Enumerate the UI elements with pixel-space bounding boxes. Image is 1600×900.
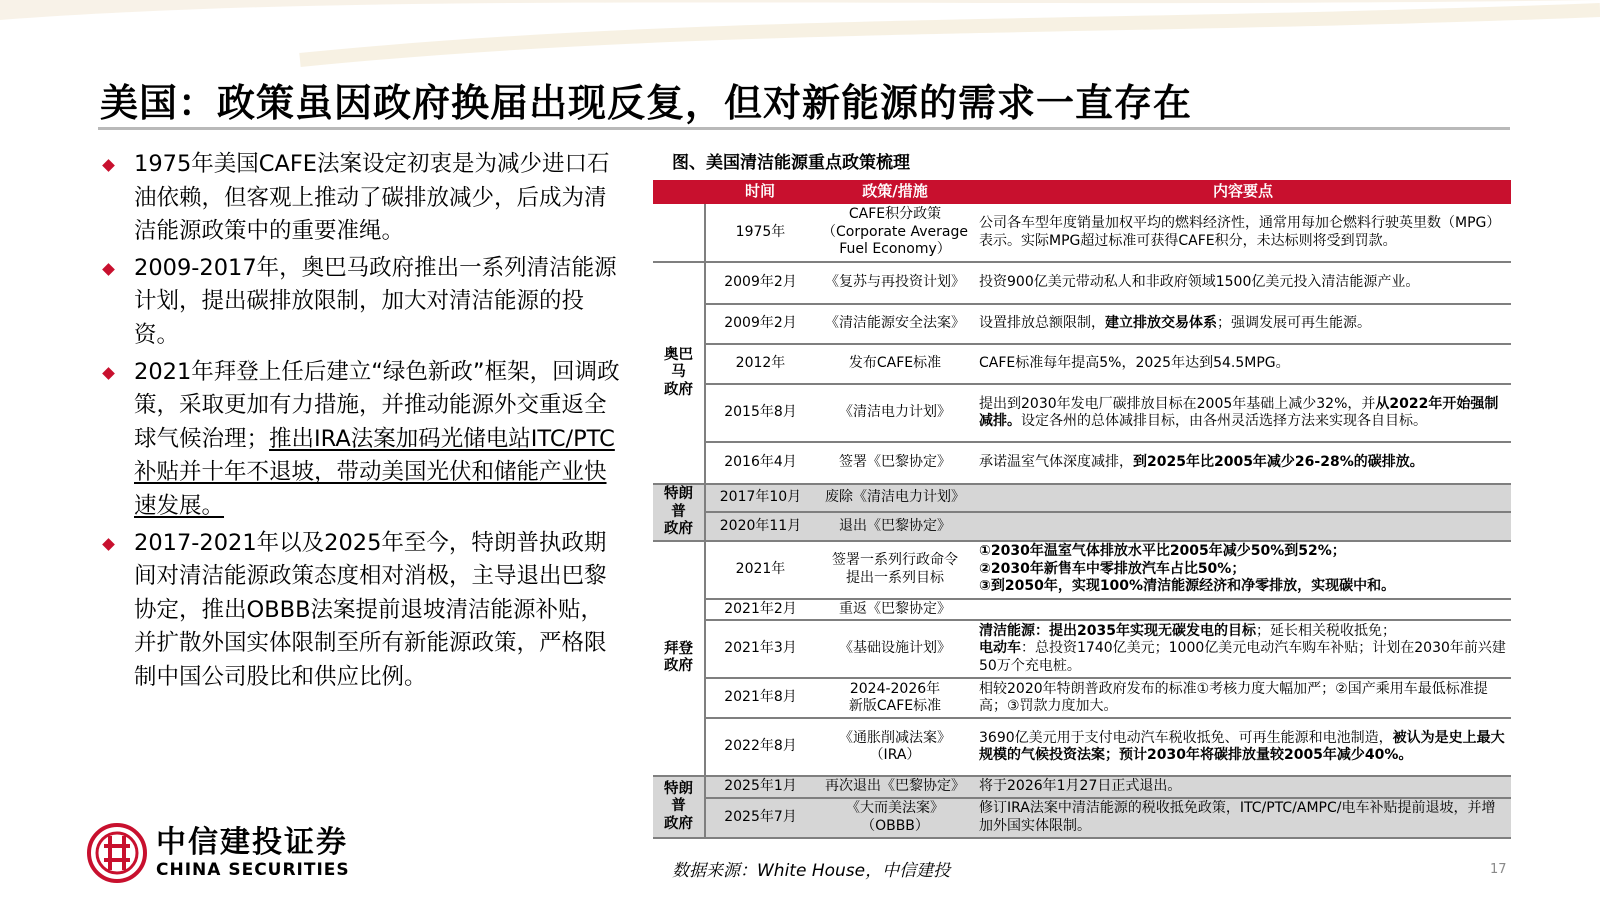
table-row: [653, 262, 1511, 304]
table-row: [653, 344, 1511, 384]
figure-title: 图、美国清洁能源重点政策梳理: [672, 153, 910, 173]
content-cell: 提出到2030年发电厂碳排放目标在2005年基础上减少32%，并从2022年开始强制减排。设定各州的总体减排目标，由各州灵活选择方法来实现各自目标。: [975, 384, 1511, 442]
bullet-item: [100, 527, 625, 695]
content-cell: 3690亿美元用于支付电动汽车税收抵免、可再生能源和电池制造，被认为是史上最大规模的气候投资法案；预计2030年将碳排放量较2005年减少40%。: [975, 718, 1511, 776]
bullet-text: 2009-2017年，奥巴马政府推出一系列清洁能源计划，提出碳排放限制，加大对清洁能源的投资。: [134, 254, 617, 348]
policy-cell: 《清洁电力计划》: [815, 384, 975, 442]
content-cell: 将于2026年1月27日正式退出。: [975, 776, 1511, 798]
logo-en-text: CHINA SECURITIES: [156, 860, 350, 880]
policy-cell: 《清洁能源安全法案》: [815, 304, 975, 344]
content-cell: 投资900亿美元带动私人和非政府领域1500亿美元投入清洁能源产业。: [975, 262, 1511, 304]
table-row: [653, 718, 1511, 776]
time-cell: 2025年1月: [705, 776, 815, 798]
group-cell-biden: 拜登 政府: [653, 541, 705, 777]
content-cell: CAFE标准每年提高5%，2025年达到54.5MPG。: [975, 344, 1511, 384]
title-divider: [98, 127, 1510, 130]
table-row: [653, 512, 1511, 540]
diamond-bullet-icon: [102, 159, 115, 172]
policy-table: [653, 180, 1511, 839]
time-cell: 2022年8月: [705, 718, 815, 776]
content-cell: [975, 484, 1511, 512]
policy-cell: 再次退出《巴黎协定》: [815, 776, 975, 798]
content-cell: 修订IRA法案中清洁能源的税收抵免政策，ITC/PTC/AMPC/电车补贴提前退坡，并增加外国实体限制。: [975, 798, 1511, 838]
diamond-bullet-icon: [102, 367, 115, 380]
policy-cell: 签署一系列行政命令 提出一系列目标: [815, 541, 975, 599]
bullet-item: [100, 356, 625, 524]
time-cell: 2009年2月: [705, 262, 815, 304]
policy-cell: 《通胀削减法案》 （IRA）: [815, 718, 975, 776]
policy-cell: CAFE积分政策 （Corporate Average Fuel Economy）: [815, 204, 975, 262]
page-number: 17: [1490, 862, 1507, 877]
time-cell: 2021年8月: [705, 678, 815, 718]
bullet-text-underlined: 推出IRA法案加码光储电站ITC/PTC补贴并十年不退坡，带动美国光伏和储能产业快速发展。: [134, 425, 615, 519]
time-cell: 2015年8月: [705, 384, 815, 442]
table-row: [653, 541, 1511, 599]
logo-cn-text: 中信建投证券: [156, 825, 348, 860]
table-row: [653, 620, 1511, 678]
header-time: 时间: [705, 180, 815, 204]
content-cell: 承诺温室气体深度减排，到2025年比2005年减少26-28%的碳排放。: [975, 442, 1511, 484]
header-group: [653, 180, 705, 204]
table-row: [653, 798, 1511, 838]
china-securities-logo-icon: [86, 822, 148, 884]
diamond-bullet-icon: [102, 538, 115, 551]
content-cell: [975, 599, 1511, 621]
policy-cell: 退出《巴黎协定》: [815, 512, 975, 540]
time-cell: 2021年3月: [705, 620, 815, 678]
table-row: [653, 384, 1511, 442]
table-row: [653, 678, 1511, 718]
content-cell: 相较2020年特朗普政府发布的标准①考核力度大幅加严；②国产乘用车最低标准提高；③罚款力度加大。: [975, 678, 1511, 718]
table-header-row: [653, 180, 1511, 204]
table-row: [653, 304, 1511, 344]
group-cell-trump-1: 特朗普 政府: [653, 484, 705, 541]
data-source: 数据来源：White House，中信建投: [672, 861, 951, 881]
time-cell: 2020年11月: [705, 512, 815, 540]
company-logo: [86, 822, 350, 884]
time-cell: 1975年: [705, 204, 815, 262]
time-cell: 2021年: [705, 541, 815, 599]
time-cell: 2009年2月: [705, 304, 815, 344]
time-cell: 2025年7月: [705, 798, 815, 838]
content-cell: [975, 512, 1511, 540]
content-cell: 清洁能源：提出2035年实现无碳发电的目标；延长相关税收抵免； 电动车：总投资1740亿美元；1000亿美元电动汽车购车补贴；计划在2030年前兴建50万个充电桩。: [975, 620, 1511, 678]
time-cell: 2016年4月: [705, 442, 815, 484]
time-cell: 2017年10月: [705, 484, 815, 512]
content-cell: ①2030年温室气体排放水平比2005年减少50%到52%； ②2030年新售车中零排放汽车占比50%； ③到2050年，实现100%清洁能源经济和净零排放，实现碳中和。: [975, 541, 1511, 599]
table-row: [653, 599, 1511, 621]
bullet-text: 2017-2021年以及2025年至今，特朗普执政期间对清洁能源政策态度相对消极，主导退出巴黎协定，推出OBBB法案提前退坡清洁能源补贴，并扩散外国实体限制至所有新能源政策，严格限制中国公司股比和供应比例。: [134, 529, 607, 690]
bullet-text: 1975年美国CAFE法案设定初衷是为减少进口石油依赖，但客观上推动了碳排放减少，后成为清洁能源政策中的重要准绳。: [134, 151, 610, 245]
content-cell: 公司各车型年度销量加权平均的燃料经济性，通常用每加仑燃料行驶英里数（MPG）表示。实际MPG超过标准可获得CAFE积分，未达标则将受到罚款。: [975, 204, 1511, 262]
table-row: [653, 776, 1511, 798]
group-cell-trump-2: 特朗普 政府: [653, 776, 705, 838]
policy-cell: 《大而美法案》 （OBBB）: [815, 798, 975, 838]
bullet-item: [100, 252, 625, 353]
content-cell: 设置排放总额限制，建立排放交易体系；强调发展可再生能源。: [975, 304, 1511, 344]
policy-cell: 废除《清洁电力计划》: [815, 484, 975, 512]
time-cell: 2021年2月: [705, 599, 815, 621]
time-cell: 2012年: [705, 344, 815, 384]
table-row: [653, 204, 1511, 262]
policy-cell: 签署《巴黎协定》: [815, 442, 975, 484]
policy-cell: 2024-2026年 新版CAFE标准: [815, 678, 975, 718]
bullet-list: [100, 148, 625, 698]
header-content: 内容要点: [975, 180, 1511, 204]
bullet-text: 2021年拜登上任后建立“绿色新政”框架，回调政策，采取更加有力措施，并推动能源外交重返全球气候治理；: [134, 358, 620, 452]
group-cell: [653, 204, 705, 262]
header-policy: 政策/措施: [815, 180, 975, 204]
table-row: [653, 442, 1511, 484]
table-row: [653, 484, 1511, 512]
policy-cell: 《复苏与再投资计划》: [815, 262, 975, 304]
page-title: 美国：政策虽因政府换届出现反复，但对新能源的需求一直存在: [100, 81, 1193, 125]
policy-cell: 重返《巴黎协定》: [815, 599, 975, 621]
bullet-item: [100, 148, 625, 249]
diamond-bullet-icon: [102, 263, 115, 276]
group-cell-obama: 奥巴马 政府: [653, 262, 705, 484]
policy-cell: 发布CAFE标准: [815, 344, 975, 384]
policy-cell: 《基础设施计划》: [815, 620, 975, 678]
